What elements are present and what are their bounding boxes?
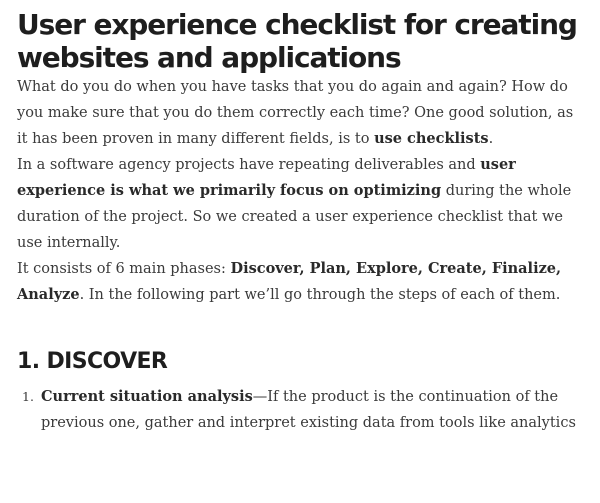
intro-paragraph	[17, 74, 577, 152]
steps-list	[17, 384, 577, 436]
phases-text-before: It consists of 6 main phases:	[17, 261, 231, 277]
intro-after: .	[488, 131, 494, 147]
list-item-bold: Current situation analysis	[41, 388, 253, 405]
section-heading: 1. DISCOVER	[17, 349, 168, 374]
list-item-number: 1.	[22, 389, 34, 404]
list-item-text: —If the product is the continuation of the previous one, gather and interpret existing data from tools like analytics	[41, 389, 576, 431]
agency-paragraph	[17, 152, 577, 256]
phases-text-after: . In the following part we’ll go through the steps of each of them.	[79, 287, 561, 303]
article-title: User experience checklist for creating websites and applications	[17, 8, 577, 74]
agency-text-before: In a software agency projects have repeating deliverables and	[17, 157, 481, 173]
intro-bold: use checklists	[374, 130, 489, 147]
agency-bold: user experience is what we primarily focus on optimizing	[17, 156, 516, 199]
phases-paragraph	[17, 256, 577, 308]
article	[17, 0, 577, 436]
agency-text-after: during the whole duration of the project. So we created a user experience checklist that we use internally.	[17, 183, 572, 251]
phases-bold: Discover, Plan, Explore, Create, Finalize, Analyze	[17, 260, 562, 303]
list-item	[17, 384, 577, 436]
intro-text: What do you do when you have tasks that you do again and again? How do you make sure that you do them correctly each time? One good solution, as it has been proven in many different fields, is to	[17, 79, 574, 147]
